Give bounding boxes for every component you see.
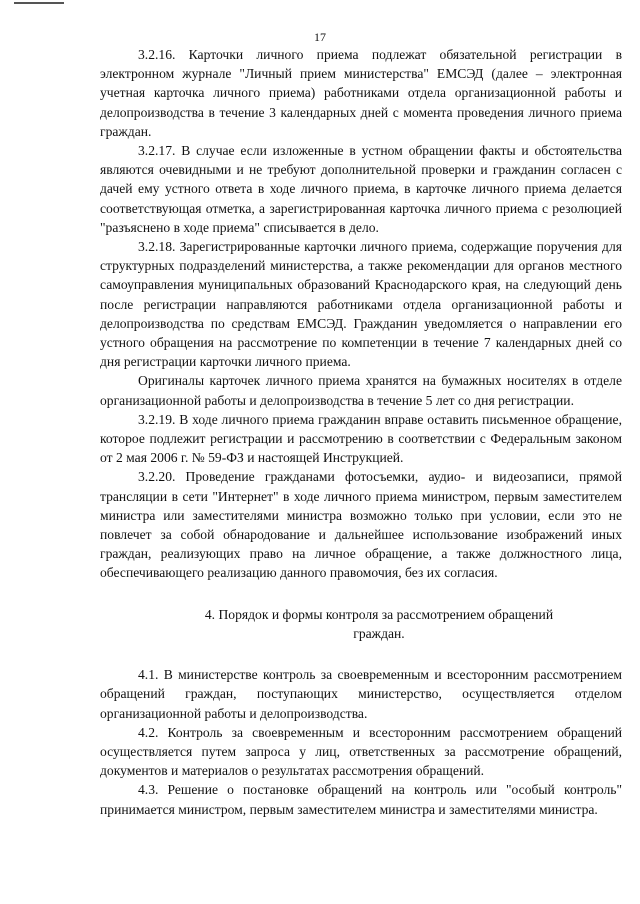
document-body	[100, 45, 622, 819]
paragraph-4-1: 4.1. В министерстве контроль за своевременным и всесторонним рассмотрением обращений граждан, поступающих министерство, осуществляется отделом организационной работы и делопроизводства.	[100, 667, 622, 721]
paragraph-3-2-19: 3.2.19. В ходе личного приема гражданин вправе оставить письменное обращение, которое подлежит регистрации и рассмотрению в соответствии с Федеральным законом от 2 мая 2006 г. № 59-ФЗ и настоящей Инструкцией.	[100, 411, 622, 466]
scan-edge-mark	[14, 2, 64, 4]
paragraph-3-2-16: 3.2.16. Карточки личного приема подлежат обязательной регистрации в электронном журнале "Личный прием министерства" ЕМСЭД (далее – электронная учетная карточка личного приема) работниками отдела организационной работы и делопроизводства в течение 3 календарных дней с момента проведения личного приема граждан.	[100, 47, 622, 139]
section-heading-line-1: 4. Порядок и формы контроля за рассмотрением обращений	[204, 606, 554, 622]
section-heading-line-2: граждан.	[353, 625, 405, 641]
paragraph-4-3: 4.3. Решение о постановке обращений на контроль или "особый контроль" принимается министром, первым заместителем министра и заместителями министра.	[100, 782, 622, 817]
paragraph-3-2-17: 3.2.17. В случае если изложенные в устном обращении факты и обстоятельства являются очевидными и не требуют дополнительной проверки и гражданин согласен с дачей ему устного ответа в ходе личного приема, в карточке личного приема делается соответствующая отметка, а зарегистрированная карточка личного приема с резолюцией "разъяснено в ходе приема" списывается в дело.	[100, 143, 622, 235]
paragraph-3-2-18: 3.2.18. Зарегистрированные карточки личного приема, содержащие поручения для структурных подразделений министерства, а также рекомендации для органов местного самоуправления муниципальных образований Краснодарского края, на следующий день после регистрации направляются работниками отдела организационной работы и делопроизводства по средствам ЕМСЭД. Гражданин уведомляется о направлении его устного обращения на рассмотрение по компетенции в течение 7 календарных дней со дня регистрации карточки личного приема.	[100, 239, 622, 370]
page-number: 17	[314, 30, 326, 44]
paragraph-3-2-20: 3.2.20. Проведение гражданами фотосъемки, аудио- и видеозаписи, прямой трансляции в сети "Интернет" в ходе личного приема министром, первым заместителем министра или заместителями министра возможно только при условии, если это не повлечет за собой обнародование и дальнейшее использование изображений иных граждан, реализующих право на личное обращение, а также должностного лица, обеспечивающего реализацию данного правомочия, без их согласия.	[100, 469, 622, 581]
paragraph-4-2: 4.2. Контроль за своевременным и всесторонним рассмотрением обращений осуществляется путем запроса у лиц, ответственных за рассмотрение обращений, документов и материалов о результатах рассмотрения обращений.	[100, 724, 622, 779]
paragraph-originals-storage: Оригиналы карточек личного приема хранятся на бумажных носителях в отделе организационной работы и делопроизводства в течение 5 лет со дня регистрации.	[100, 373, 622, 408]
section-4-heading	[100, 605, 622, 643]
